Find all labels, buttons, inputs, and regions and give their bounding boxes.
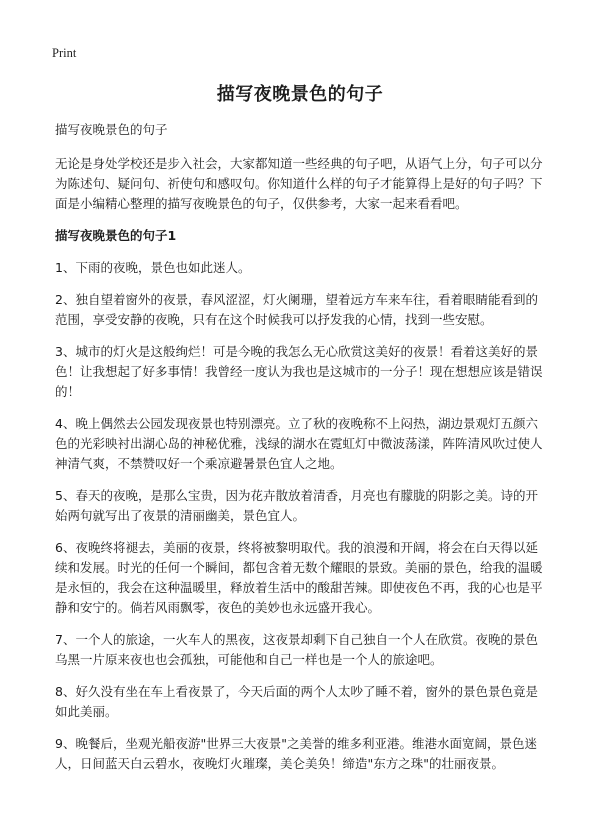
list-item: 4、晚上偶然去公园发现夜景也特别漂亮。立了秋的夜晚称不上闷热，湖边景观灯五颜六色的光彩映衬出湖心岛的神秘优雅，浅绿的湖水在霓虹灯中微波荡漾，阵阵清风吹过使人神清气爽，不禁赞叹好一个乘凉避暑景色宜人之地。 xyxy=(55,416,543,471)
list-item: 8、好久没有坐在车上看夜景了，今天后面的两个人太吵了睡不着，窗外的景色景色竟是如此美丽。 xyxy=(55,684,538,719)
list-item: 2、独自望着窗外的夜景，春风涩涩，灯火阑珊，望着远方车来车往，看着眼睛能看到的范围，享受安静的夜晚，只有在这个时候我可以抒发我的心情，找到一些安慰。 xyxy=(55,292,538,327)
list-item: 9、晚餐后，坐观光船夜游"世界三大夜景"之美誉的维多利亚港。维港水面宽阔，景色迷人，日间蓝天白云碧水，夜晚灯火璀璨，美仑美奂！缔造"东方之珠"的壮丽夜景。 xyxy=(55,736,537,771)
list-item: 1、下雨的夜晚，景色也如此迷人。 xyxy=(55,260,251,275)
list-item: 3、城市的灯火是这般绚烂！可是今晚的我怎么无心欣赏这美好的夜景！看着这美好的景色！让我想起了好多事情！我曾经一度认为我也是这城市的一分子！现在想想应该是错误的！ xyxy=(55,344,543,399)
list-item: 6、夜晚终将褪去，美丽的夜景，终将被黎明取代。我的浪漫和开阔，将会在白天得以延续和发展。时光的任何一个瞬间，都包含着无数个耀眼的景致。美丽的景色，给我的温暖是永恒的，我会在这种温暖里，释放着生活中的酸甜苦辣。即使夜色不再，我的心也是平静和安宁的。倘若风雨飘零，夜色的美妙也永远盛开我心。 xyxy=(55,540,543,615)
document-title: 描写夜晚景色的句子 xyxy=(216,84,384,105)
document-body xyxy=(55,120,547,786)
section-heading: 描写夜晚景色的句子1 xyxy=(55,228,177,243)
list-item: 7、一个人的旅途，一火车人的黑夜，这夜景却剩下自己独自一个人在欣赏。夜晚的景色乌黑一片原来夜也也会孤独，可能他和自己一样也是一个人的旅途吧。 xyxy=(55,632,538,667)
document-subtitle: 描写夜晚景色的句子 xyxy=(55,122,168,137)
print-link[interactable]: Print xyxy=(52,46,77,60)
list-item: 5、春天的夜晚，是那么宝贵，因为花卉散放着清香，月亮也有朦胧的阴影之美。诗的开始两句就写出了夜景的清丽幽美，景色宜人。 xyxy=(55,488,538,523)
intro-paragraph: 无论是身处学校还是步入社会，大家都知道一些经典的句子吧，从语气上分，句子可以分为陈述句、疑问句、祈使句和感叹句。你知道什么样的句子才能算得上是好的句子吗？下面是小编精心整理的描写夜晚景色的句子，仅供参考，大家一起来看看吧。 xyxy=(55,156,543,211)
